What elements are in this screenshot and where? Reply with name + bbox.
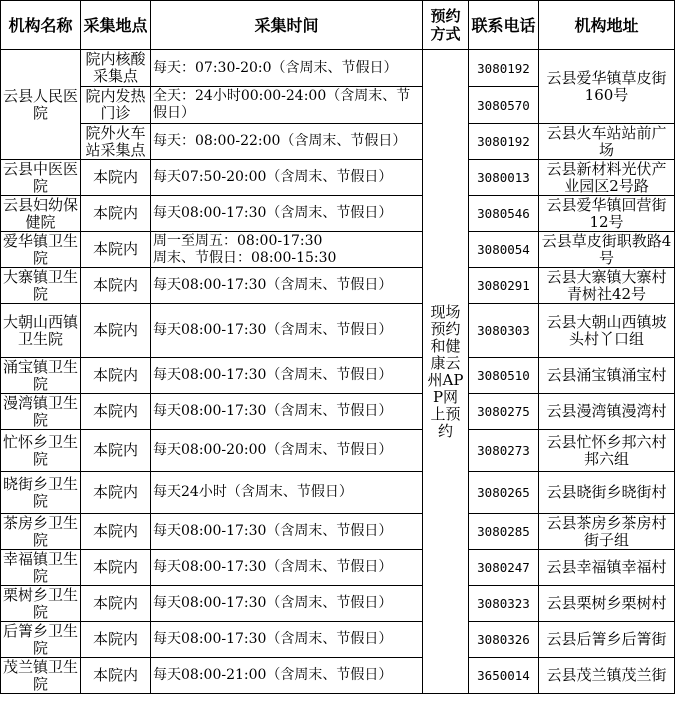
table-row: [1, 196, 675, 232]
phone-number: 3080247: [469, 550, 539, 586]
table-row: [1, 550, 675, 586]
collection-site: 本院内: [81, 658, 151, 694]
collection-time: 每天08:00-20:00（含周末、节假日）: [151, 430, 423, 472]
collection-site: 本院内: [81, 430, 151, 472]
phone-number: 3080510: [469, 358, 539, 394]
institution-name: 漫湾镇卫生院: [1, 394, 81, 430]
collection-time: 每天08:00-21:00（含周末、节假日）: [151, 658, 423, 694]
phone-number: 3080275: [469, 394, 539, 430]
collection-time: 每天08:00-17:30（含周末、节假日）: [151, 304, 423, 358]
collection-site: 本院内: [81, 394, 151, 430]
collection-site: 本院内: [81, 514, 151, 550]
header-row: [1, 1, 675, 50]
header-name: 机构名称: [1, 1, 81, 50]
collection-time: 每天08:00-17:30（含周末、节假日）: [151, 514, 423, 550]
table-row: [1, 304, 675, 358]
institution-name: 幸福镇卫生院: [1, 550, 81, 586]
table-row: [1, 50, 675, 87]
phone-number: 3080013: [469, 160, 539, 196]
phone-number: 3080326: [469, 622, 539, 658]
collection-site: 本院内: [81, 304, 151, 358]
institution-name: 大朝山西镇卫生院: [1, 304, 81, 358]
table-row: [1, 658, 675, 694]
collection-site: 院外火车站采集点: [81, 124, 151, 160]
collection-site: 本院内: [81, 160, 151, 196]
collection-site: 本院内: [81, 586, 151, 622]
phone-number: 3080192: [469, 124, 539, 160]
institution-address: 云县大寨镇大寨村青树社42号: [539, 268, 675, 304]
collection-time: 每天08:00-17:30（含周末、节假日）: [151, 550, 423, 586]
phone-number: 3080265: [469, 472, 539, 514]
phone-number: 3080285: [469, 514, 539, 550]
institution-name: 云县人民医院: [1, 50, 81, 160]
table-row: [1, 430, 675, 472]
collection-site: 本院内: [81, 196, 151, 232]
collection-time: 每天08:00-17:30（含周末、节假日）: [151, 586, 423, 622]
phone-number: 3080054: [469, 232, 539, 268]
phone-number: 3080323: [469, 586, 539, 622]
collection-time: 全天：24小时00:00-24:00（含周末、节假日）: [151, 87, 423, 124]
institution-address: 云县爱华镇草皮街160号: [539, 50, 675, 124]
collection-site: 本院内: [81, 268, 151, 304]
table-row: [1, 472, 675, 514]
collection-time: 每天08:00-17:30（含周末、节假日）: [151, 394, 423, 430]
collection-time-weekend: 周末、节假日：08:00-15:30: [153, 249, 337, 266]
institution-name: 云县妇幼保健院: [1, 196, 81, 232]
institution-name: 大寨镇卫生院: [1, 268, 81, 304]
phone-number: 3080192: [469, 50, 539, 87]
collection-time: 每天08:00-17:30（含周末、节假日）: [151, 196, 423, 232]
collection-site: 本院内: [81, 472, 151, 514]
collection-time: 每天08:00-17:30（含周末、节假日）: [151, 268, 423, 304]
collection-time: 每天08:00-17:30（含周末、节假日）: [151, 358, 423, 394]
table-row: [1, 232, 675, 268]
institution-name: 茂兰镇卫生院: [1, 658, 81, 694]
institution-address: 云县栗树乡栗树村: [539, 586, 675, 622]
header-address: 机构地址: [539, 1, 675, 50]
collection-site: 院内核酸采集点: [81, 50, 151, 87]
booking-method: 现场预约和健康云州APP网上预约: [423, 50, 469, 694]
phone-number: 3080273: [469, 430, 539, 472]
institution-address: 云县忙怀乡邦六村邦六组: [539, 430, 675, 472]
institution-address: 云县茶房乡茶房村街子组: [539, 514, 675, 550]
institution-address: 云县晓街乡晓街村: [539, 472, 675, 514]
institution-name: 后箐乡卫生院: [1, 622, 81, 658]
collection-time: 每天：08:00-22:00（含周末、节假日）: [151, 124, 423, 160]
phone-number: 3650014: [469, 658, 539, 694]
table-row: [1, 514, 675, 550]
collection-time-weekday: 周一至周五：08:00-17:30: [153, 232, 323, 249]
collection-site: 本院内: [81, 622, 151, 658]
institution-address: 云县漫湾镇漫湾村: [539, 394, 675, 430]
header-site: 采集地点: [81, 1, 151, 50]
header-time: 采集时间: [151, 1, 423, 50]
table-row: [1, 622, 675, 658]
institution-name: 晓街乡卫生院: [1, 472, 81, 514]
institution-address: 云县火车站站前广场: [539, 124, 675, 160]
table-row: [1, 160, 675, 196]
institution-name: 茶房乡卫生院: [1, 514, 81, 550]
institution-address: 云县新材料光伏产业园区2号路: [539, 160, 675, 196]
institution-name: 爱华镇卫生院: [1, 232, 81, 268]
institution-name: 栗树乡卫生院: [1, 586, 81, 622]
table-row: [1, 586, 675, 622]
table-row: [1, 394, 675, 430]
institution-address: 云县幸福镇幸福村: [539, 550, 675, 586]
table-row: [1, 268, 675, 304]
header-phone: 联系电话: [469, 1, 539, 50]
collection-site: 院内发热门诊: [81, 87, 151, 124]
institution-name: 忙怀乡卫生院: [1, 430, 81, 472]
institution-address: 云县草皮街职教路4号: [539, 232, 675, 268]
header-method: 预约方式: [423, 1, 469, 50]
phone-number: 3080303: [469, 304, 539, 358]
collection-time: 每天08:00-17:30（含周末、节假日）: [151, 622, 423, 658]
institution-address: 云县后箐乡后箐街: [539, 622, 675, 658]
table-row: [1, 358, 675, 394]
phone-number: 3080291: [469, 268, 539, 304]
collection-time: 每天07:50-20:00（含周末、节假日）: [151, 160, 423, 196]
table-row: [1, 124, 675, 160]
institution-name: 涌宝镇卫生院: [1, 358, 81, 394]
phone-number: 3080570: [469, 87, 539, 124]
collection-site: 本院内: [81, 550, 151, 586]
institution-address: 云县大朝山西镇坡头村丫口组: [539, 304, 675, 358]
collection-time: 每天24小时（含周末、节假日）: [151, 472, 423, 514]
institution-address: 云县茂兰镇茂兰街: [539, 658, 675, 694]
institution-name: 云县中医医院: [1, 160, 81, 196]
phone-number: 3080546: [469, 196, 539, 232]
institution-address: 云县涌宝镇涌宝村: [539, 358, 675, 394]
collection-site: 本院内: [81, 358, 151, 394]
collection-time: 每天：07:30-20:0（含周末、节假日）: [151, 50, 423, 87]
collection-site: 本院内: [81, 232, 151, 268]
institution-address: 云县爱华镇回营街12号: [539, 196, 675, 232]
collection-time: [151, 232, 423, 268]
